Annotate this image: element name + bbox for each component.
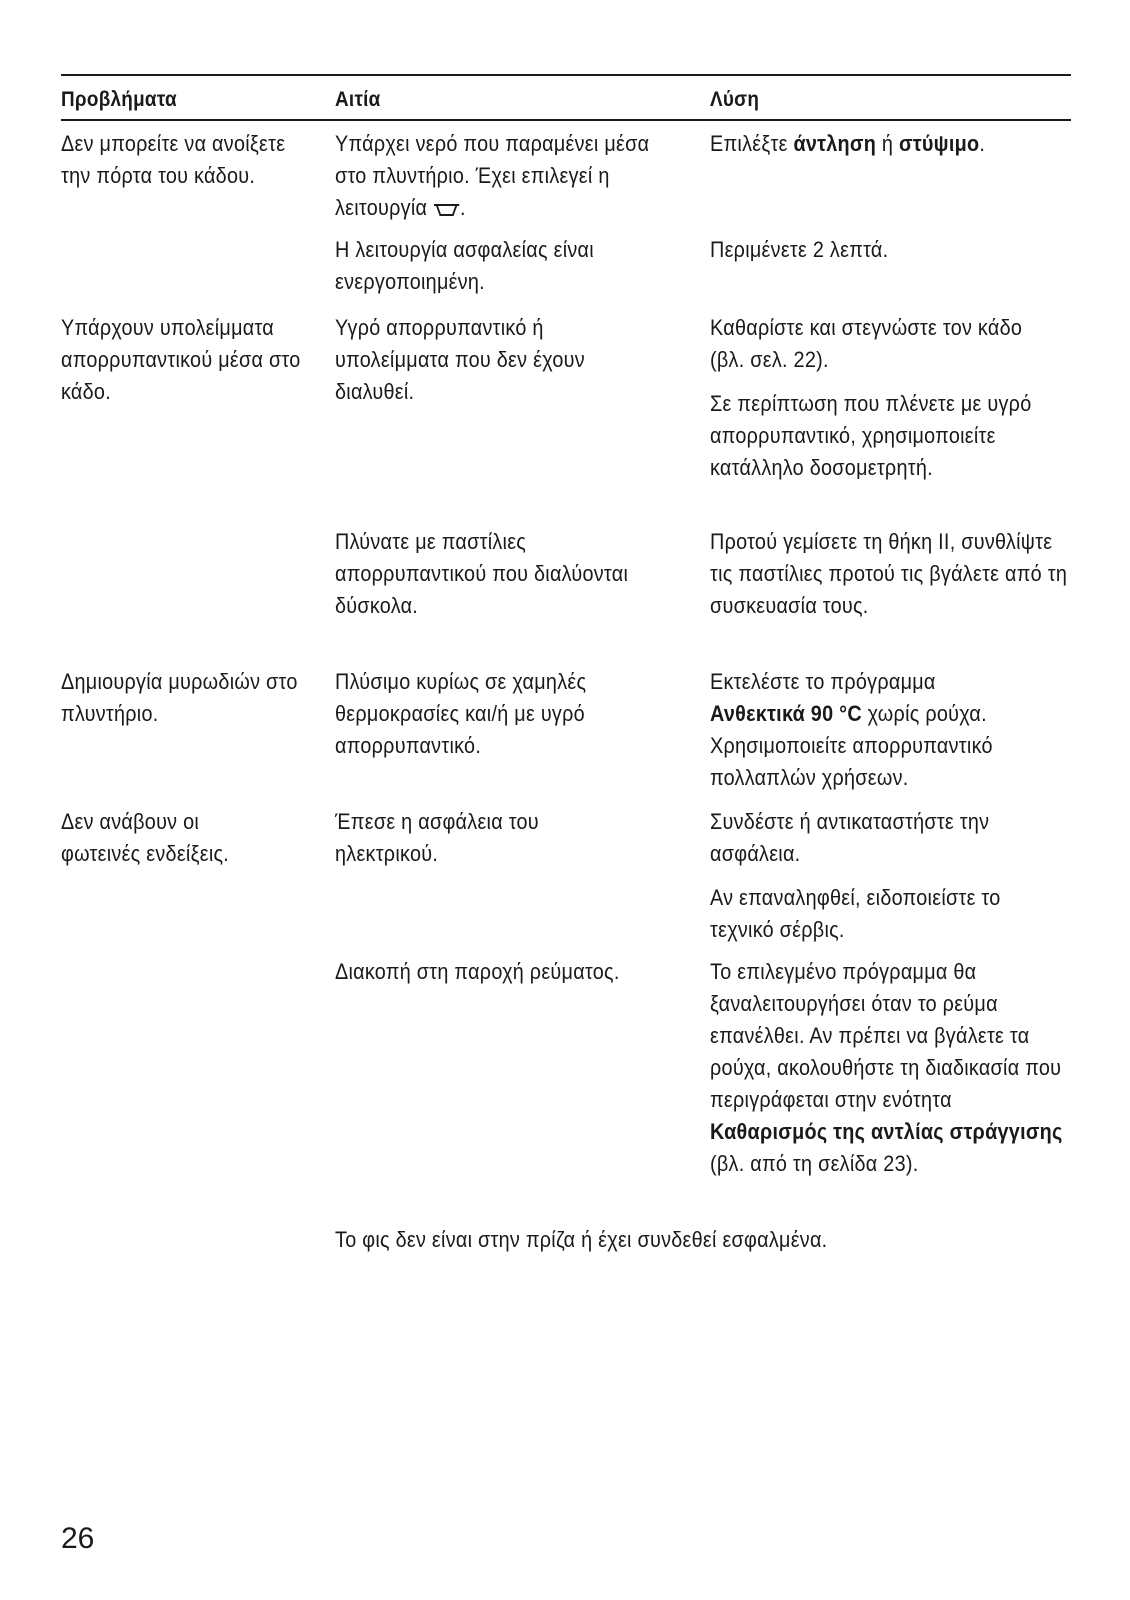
solution-text: Το επιλεγμένο πρόγραμμα θα ξαναλειτουργήσει όταν το ρεύμα επανέλθει. Αν πρέπει να βγάλετε τα ρούχα, ακολουθήστε τη διαδικασία που περιγράφεται στην ενότητα Καθαρισμός της αντλίας στράγγισης (βλ. από τη σελίδα 23). <box>710 959 1063 1176</box>
header-rule <box>61 119 1071 121</box>
cause-text: Διακοπή στη παροχή ρεύματος. <box>335 959 620 984</box>
solution-text: Καθαρίστε και στεγνώστε τον κάδο (βλ. σελ. 22). <box>710 315 1023 372</box>
problem-text: Δημιουργία μυρωδιών στο πλυντήριο. <box>61 669 298 726</box>
header-problems: Προβλήματα <box>61 88 177 111</box>
problem-text: Δεν ανάβουν οι φωτεινές ενδείξεις. <box>61 809 230 866</box>
header-cause: Αιτία <box>335 88 381 111</box>
solution-text: Επιλέξτε άντληση ή στύψιμο. <box>710 131 986 156</box>
cause-text: Η λειτουργία ασφαλείας είναι ενεργοποιημένη. <box>335 237 594 294</box>
solution-text: Συνδέστε ή αντικαταστήστε την ασφάλεια. <box>710 809 990 866</box>
solution-text: Σε περίπτωση που πλένετε με υγρό απορρυπαντικό, χρησιμοποιείτε κατάλληλο δοσομετρητή. <box>710 391 1032 480</box>
solution-text: Προτού γεμίσετε τη θήκη II, συνθλίψτε τις παστίλιες προτού τις βγάλετε από τη συσκευασία τους. <box>710 529 1068 618</box>
problem-text: Υπάρχουν υπολείμματα απορρυπαντικού μέσα στο κάδο. <box>61 315 301 404</box>
cause-text: Πλύσιμο κυρίως σε χαμηλές θερμοκρασίες και/ή με υγρό απορρυπαντικό. <box>335 669 587 758</box>
cause-text: Έπεσε η ασφάλεια του ηλεκτρικού. <box>335 809 539 866</box>
solution-text: Περιμένετε 2 λεπτά. <box>710 237 889 262</box>
cause-text: Το φις δεν είναι στην πρίζα ή έχει συνδεθεί εσφαλμένα. <box>335 1227 828 1252</box>
cause-text: Υπάρχει νερό που παραμένει μέσα στο πλυντήριο. Έχει επιλεγεί η λειτουργία . <box>335 131 650 220</box>
problem-text: Δεν μπορείτε να ανοίξετε την πόρτα του κάδου. <box>61 131 286 188</box>
solution-text: Εκτελέστε το πρόγραμμα Ανθεκτικά 90 °C χωρίς ρούχα. Χρησιμοποιείτε απορρυπαντικό πολλαπλών χρήσεων. <box>710 669 993 790</box>
header-solution: Λύση <box>710 88 760 111</box>
top-rule <box>61 74 1071 76</box>
page-number: 26 <box>61 1522 95 1555</box>
cause-text: Υγρό απορρυπαντικό ή υπολείμματα που δεν έχουν διαλυθεί. <box>335 315 585 404</box>
drain-symbol-icon <box>433 202 460 218</box>
cause-text: Πλύνατε με παστίλιες απορρυπαντικού που διαλύονται δύσκολα. <box>335 529 629 618</box>
solution-text: Αν επαναληφθεί, ειδοποιείστε το τεχνικό σέρβις. <box>710 885 1001 942</box>
